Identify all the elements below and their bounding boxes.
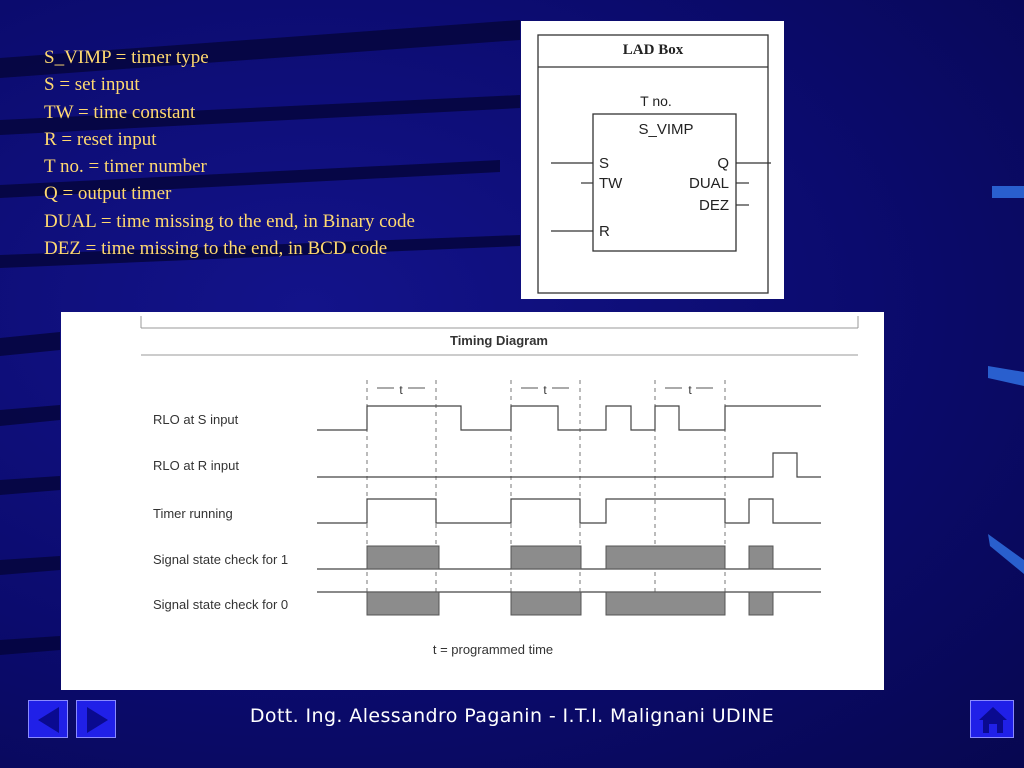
period-label: t [688,383,692,397]
timing-legend: t = programmed time [432,642,554,657]
signal-label-timer-running: Timer running [153,506,233,521]
definition-item: DUAL = time missing to the end, in Binary code [44,210,415,232]
period-label: t [543,383,547,397]
input-s-label: S [599,155,610,172]
lad-box-title: LAD Box [622,42,684,58]
timer-number-label: T no. [640,93,672,109]
shaded-pulse [367,546,439,569]
arrow-right-icon [77,701,117,739]
shaded-pulse [511,546,581,569]
shaded-pulse [511,592,581,615]
waveform-r-input [317,453,821,477]
output-dual-label: DUAL [688,175,729,192]
lad-box-figure [521,21,784,299]
definition-item: TW = time constant [44,101,196,123]
shaded-pulse [749,546,773,569]
definition-item: S = set input [44,74,140,96]
arrow-left-icon [29,701,69,739]
definition-item: Q = output timer [44,183,172,205]
next-slide-button[interactable] [76,700,116,738]
shaded-pulse [606,546,725,569]
waveform-s-input [317,406,821,430]
definition-item: T no. = timer number [44,156,207,178]
definition-item: DEZ = time missing to the end, in BCD code [44,238,388,260]
signal-label-s-input: RLO at S input [153,412,239,427]
definition-item: S_VIMP = timer type [44,47,209,68]
shaded-pulse [749,592,773,615]
input-r-label: R [599,223,610,240]
home-button[interactable] [970,700,1014,738]
definitions-list [44,44,494,262]
input-tw-label: TW [599,175,623,192]
footer-credit: Dott. Ing. Alessandro Paganin - I.T.I. Malignani UDINE [249,705,775,727]
timing-diagram-title: Timing Diagram [449,333,549,348]
home-icon [971,701,1015,739]
shaded-pulse [367,592,439,615]
signal-label-check-1: Signal state check for 1 [153,552,289,567]
signal-label-check-0: Signal state check for 0 [153,597,289,612]
timing-diagram-figure [61,312,884,690]
period-label: t [399,383,403,397]
definition-item: R = reset input [44,128,157,150]
prev-slide-button[interactable] [28,700,68,738]
output-q-label: Q [717,155,729,172]
shaded-pulse [606,592,725,615]
waveform-timer-running [317,499,821,523]
timer-type-label: S_VIMP [638,121,694,138]
signal-label-r-input: RLO at R input [153,458,239,473]
output-dez-label: DEZ [699,197,729,214]
